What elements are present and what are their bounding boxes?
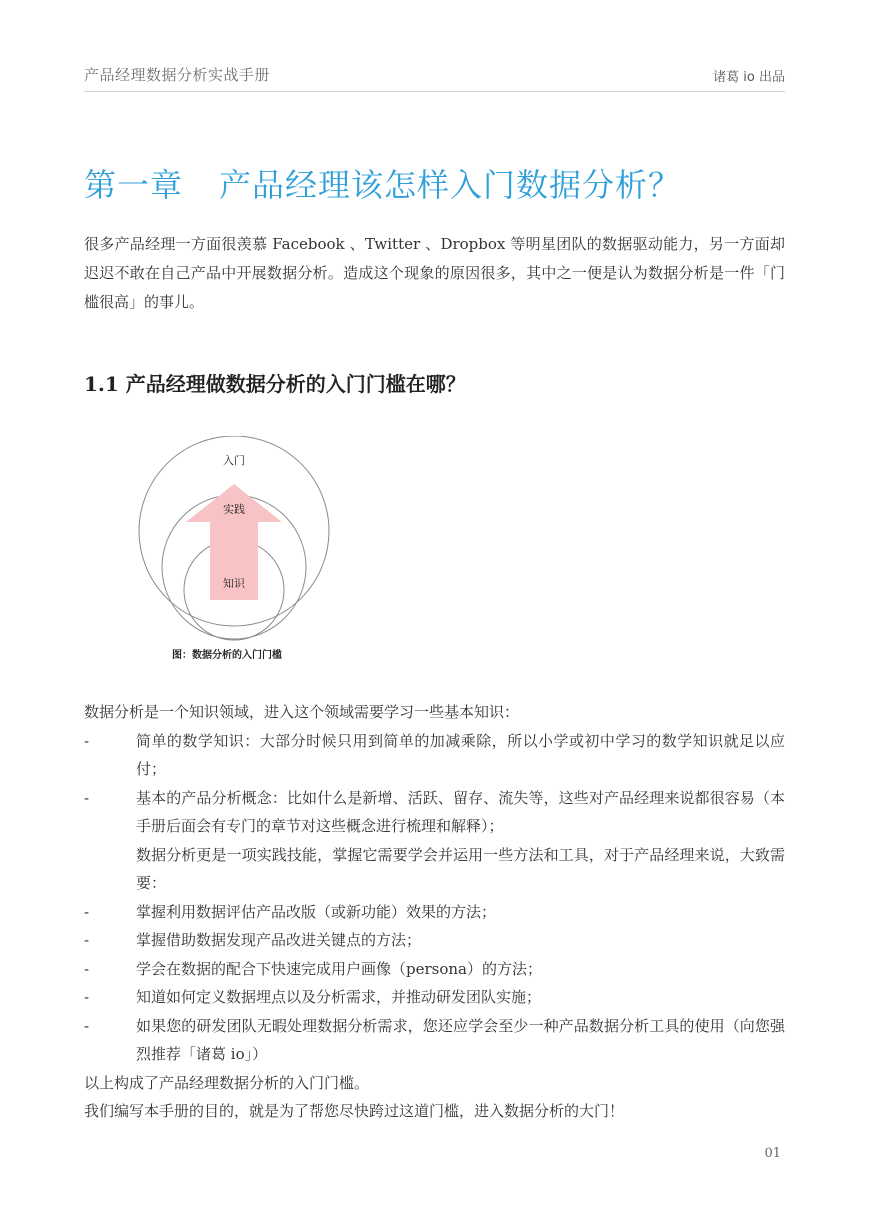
label-zhishi: 知识 — [223, 577, 245, 590]
chapter-heading: 产品经理该怎样入门数据分析？ — [219, 166, 682, 204]
practice-paragraph: 数据分析更是一项实践技能，掌握它需要学会并运用一些方法和工具，对于产品经理来说，大致需要： — [136, 845, 785, 892]
list-item: - 掌握借助数据发现产品改进关键点的方法； — [84, 926, 785, 955]
list-dash: - — [84, 931, 90, 949]
body-lead: 数据分析是一个知识领域，进入这个领域需要学习一些基本知识： — [84, 703, 520, 721]
intro-paragraph: 很多产品经理一方面很羡慕 Facebook 、Twitter 、Dropbox 等明星团队的数据驱动能力，另一方面却迟迟不敢在自己产品中开展数据分析。造成这个现象的原因很多，其中之一便是认为数据分析是一件「门槛很高」的事儿。 — [84, 235, 785, 311]
header-divider — [84, 91, 785, 92]
book-title: 产品经理数据分析实战手册 — [84, 66, 271, 84]
publisher-label: 诸葛 io 出品 — [713, 70, 785, 85]
list-item: - 知道如何定义数据埋点以及分析需求，并推动研发团队实施； — [84, 983, 785, 1012]
label-rumen: 入门 — [223, 454, 245, 467]
list-dash: - — [84, 731, 90, 750]
list-dash: - — [84, 988, 90, 1006]
label-shijian: 实践 — [223, 503, 245, 516]
page-number: 01 — [764, 1146, 781, 1161]
chapter-label: 第一章 — [84, 166, 184, 204]
closing-line-1: 以上构成了产品经理数据分析的入门门槛。 — [84, 1073, 370, 1092]
list-dash: - — [84, 1016, 90, 1035]
threshold-diagram — [134, 436, 384, 666]
list-item: - 基本的产品分析概念：比如什么是新增、活跃、留存、流失等，这些对产品经理来说都很容易（本手册后面会有专门的章节对这些概念进行梳理和解释）； — [84, 784, 785, 841]
list-item: - 学会在数据的配合下快速完成用户画像（persona）的方法； — [84, 955, 785, 984]
figure-caption: 图：数据分析的入门门槛 — [172, 650, 282, 661]
list-item: - 简单的数学知识：大部分时候只用到简单的加减乘除，所以小学或初中学习的数学知识就足以应付； — [84, 727, 785, 784]
section-title: 1.1 产品经理做数据分析的入门门槛在哪？ — [84, 372, 466, 396]
list-item: - 掌握利用数据评估产品改版（或新功能）效果的方法； — [84, 898, 785, 927]
list-dash: - — [84, 902, 90, 921]
list-item: - 如果您的研发团队无暇处理数据分析需求，您还应学会至少一种产品数据分析工具的使用（向您强烈推荐「诸葛 io」） — [84, 1012, 785, 1069]
body-content — [84, 698, 785, 1126]
chapter-title — [84, 160, 681, 206]
list-dash: - — [84, 788, 90, 807]
list-dash: - — [84, 959, 90, 978]
closing-line-2: 我们编写本手册的目的，就是为了帮您尽快跨过这道门槛，进入数据分析的大门！ — [84, 1102, 625, 1120]
